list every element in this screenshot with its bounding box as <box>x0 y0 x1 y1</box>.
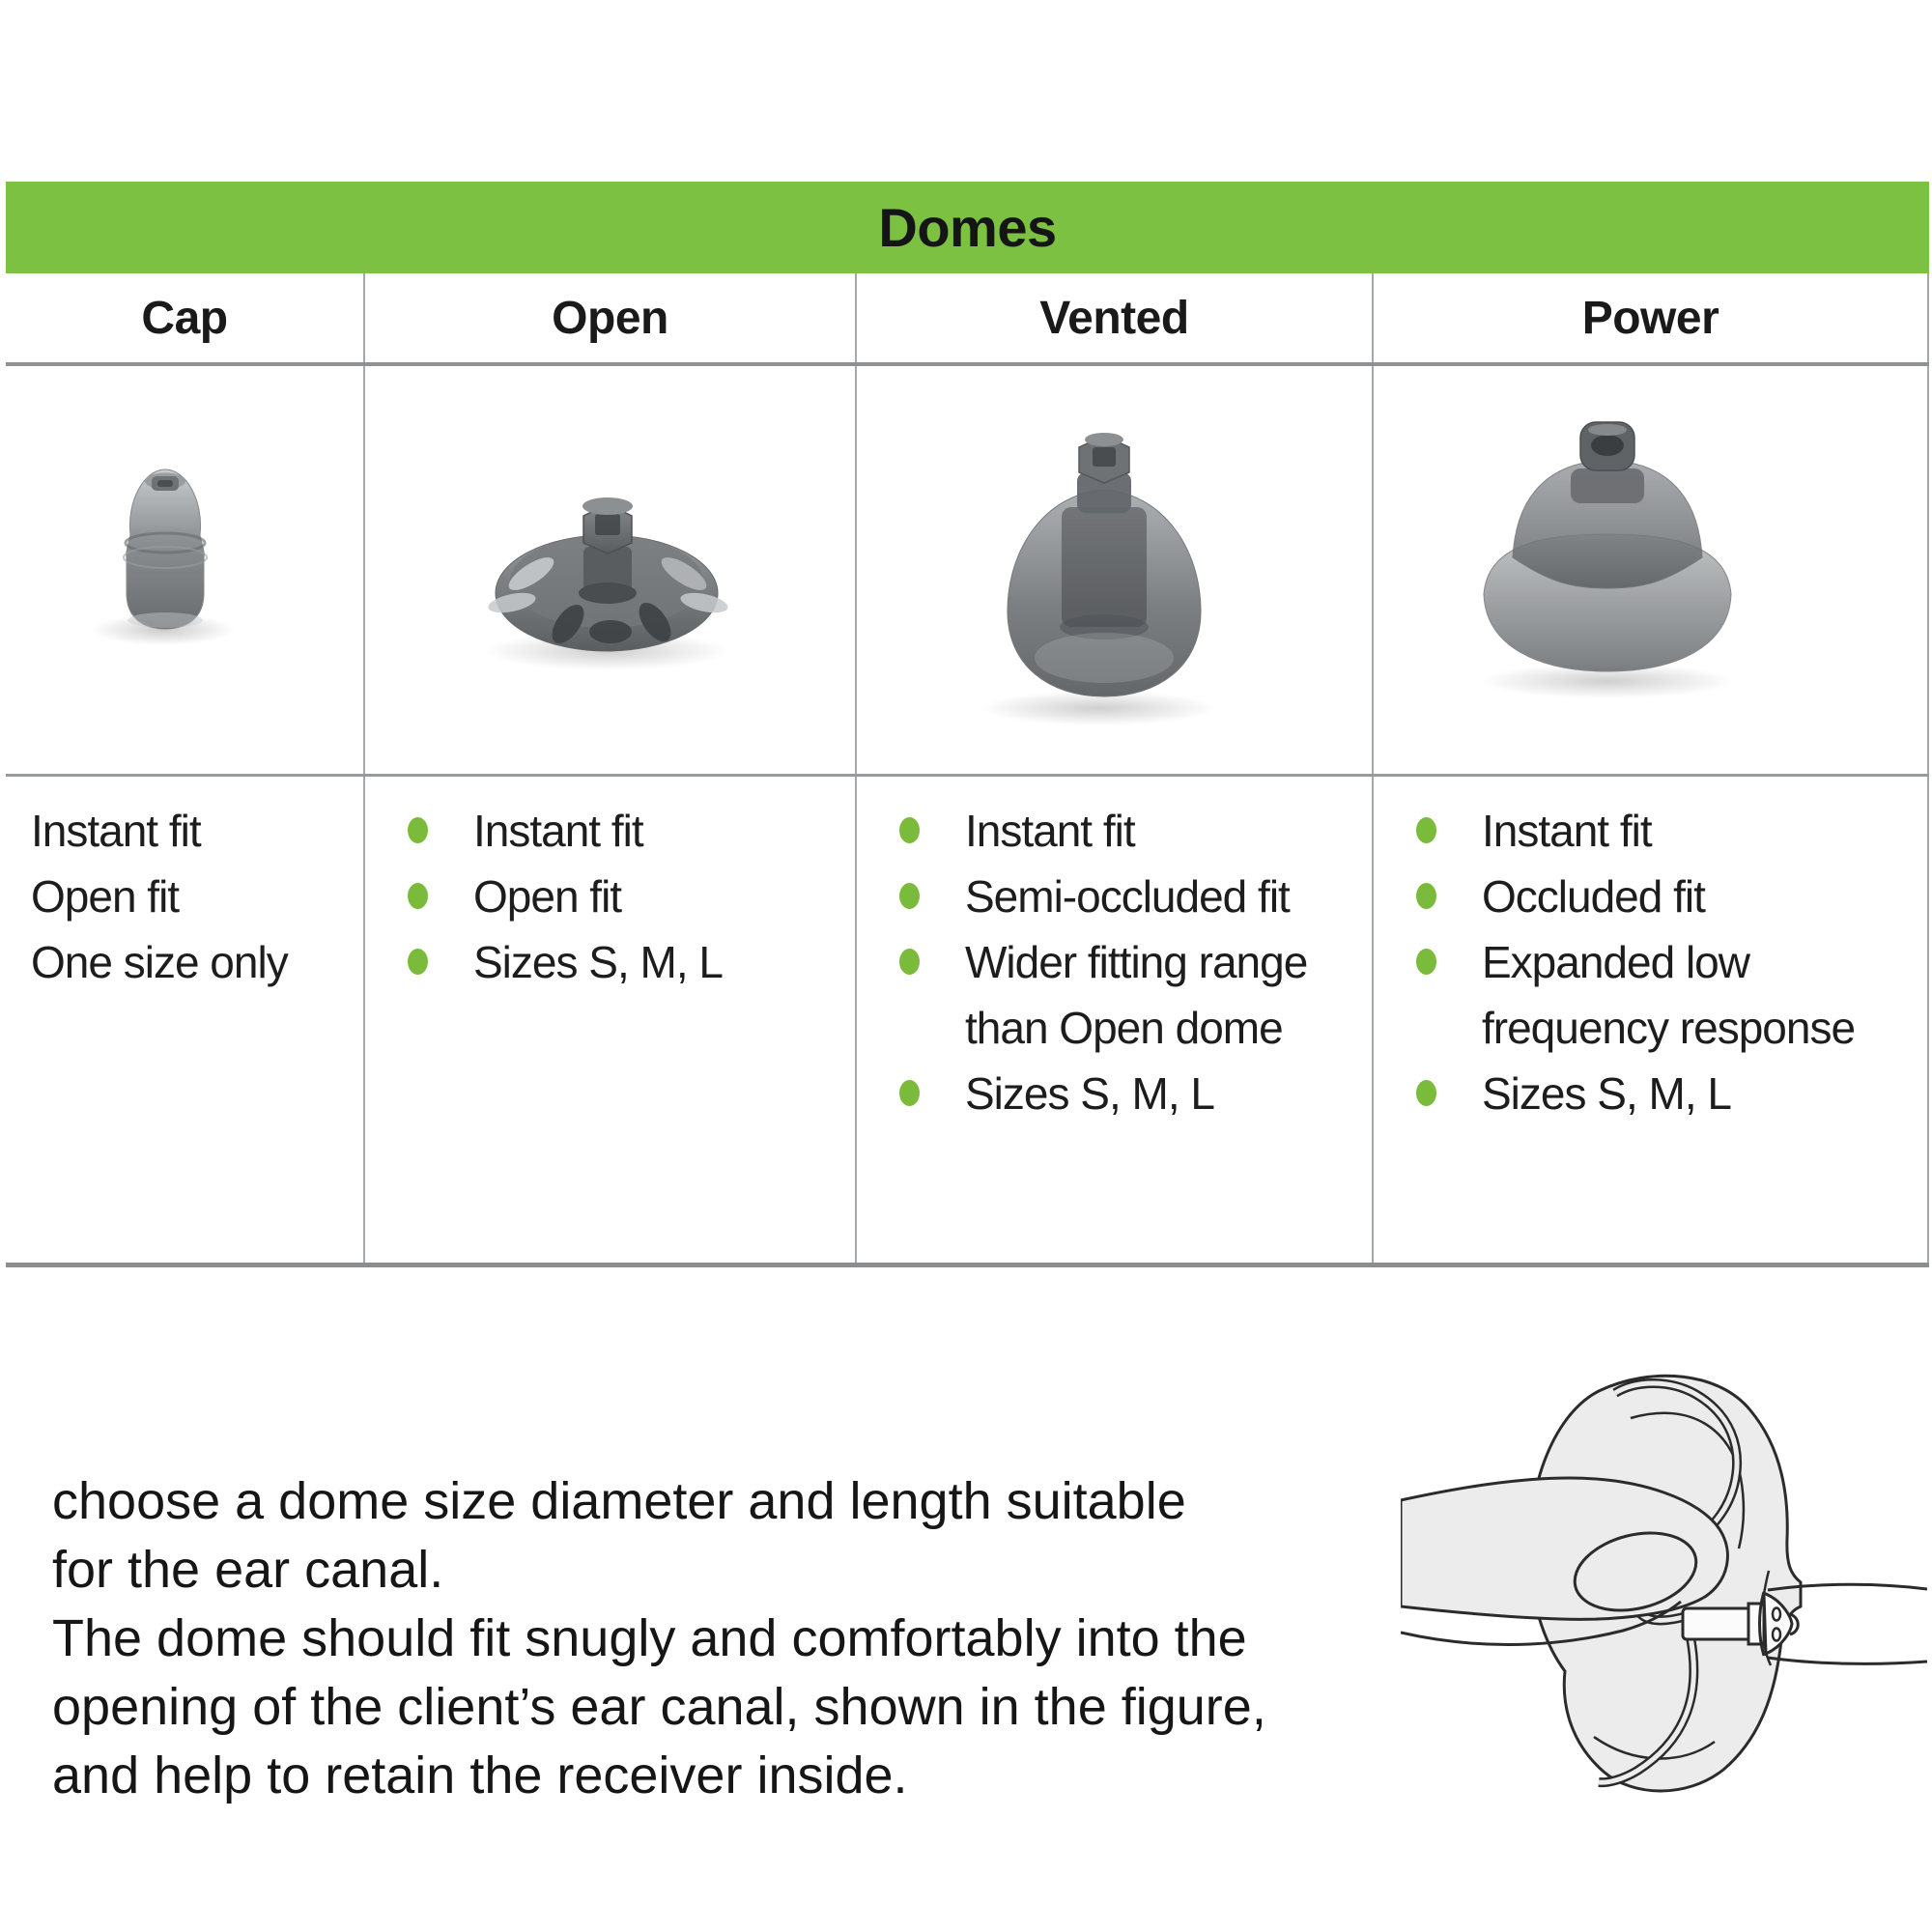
feature-text: Sizes S, M, L <box>473 937 723 987</box>
vented-image-cell <box>857 366 1374 774</box>
paragraph-line <box>52 1673 1266 1742</box>
paragraph-line <box>52 1742 1266 1810</box>
feature-item <box>1416 864 1865 929</box>
feature-text: Open fit <box>473 871 622 922</box>
column-header-power: Power <box>1374 273 1929 362</box>
column-header-cap: Cap <box>6 273 365 362</box>
feature-text: Sizes S, M, L <box>965 1068 1214 1119</box>
feature-text: for the ear canal. <box>52 1541 444 1599</box>
bullet-dot-icon <box>1416 883 1436 909</box>
open-features <box>365 777 857 1263</box>
feature-text: choose a dome size diameter and length suitable <box>52 1472 1186 1530</box>
table-title-bar <box>6 182 1929 273</box>
column-header-open: Open <box>365 273 857 362</box>
feature-text: Instant fit <box>965 806 1135 856</box>
feature-text: Open fit <box>31 871 180 922</box>
feature-item <box>1416 798 1865 864</box>
feature-text: Wider fitting range than Open dome <box>965 937 1308 1053</box>
feature-text: One size only <box>31 937 288 987</box>
feature-item <box>408 929 855 995</box>
feature-text: Semi-occluded fit <box>965 871 1290 922</box>
feature-item <box>899 1061 1360 1126</box>
power-dome-image <box>1463 393 1752 702</box>
open-image-cell <box>365 366 857 774</box>
bullet-dot-icon <box>899 883 920 909</box>
bullet-dot-icon <box>1416 817 1436 843</box>
bullet-dot-icon <box>408 949 428 975</box>
feature-text: Sizes S, M, L <box>1482 1068 1731 1119</box>
column-header-vented: Vented <box>857 273 1374 362</box>
bullet-dot-icon <box>899 817 920 843</box>
ear-insertion-figure <box>1401 1321 1927 1862</box>
paragraph-line <box>52 1605 1266 1673</box>
fitting-instructions-paragraph <box>52 1467 1266 1810</box>
bullet-dot-icon <box>1416 949 1436 975</box>
bullet-dot-icon <box>408 817 428 843</box>
feature-item <box>408 864 855 929</box>
open-dome-image <box>469 458 750 680</box>
feature-item <box>31 864 363 929</box>
feature-text: Expanded low frequency response <box>1482 937 1856 1053</box>
product-image-row <box>6 366 1929 777</box>
feature-item <box>1416 929 1865 1061</box>
feature-item <box>1416 1061 1865 1126</box>
vented-dome-image <box>973 422 1238 731</box>
paragraph-line <box>52 1467 1266 1536</box>
paragraph-line <box>52 1536 1266 1605</box>
bullet-dot-icon <box>899 1080 920 1106</box>
cap-features <box>6 777 365 1263</box>
feature-item <box>899 798 1360 864</box>
bullet-dot-icon <box>408 883 428 909</box>
column-header-row <box>6 273 1929 366</box>
table-title: Domes <box>878 197 1057 258</box>
ear-canal-lower-wall <box>1768 1658 1927 1663</box>
feature-text: Instant fit <box>473 806 643 856</box>
feature-item <box>31 798 363 864</box>
feature-item <box>899 929 1360 1061</box>
feature-text: and help to retain the receiver inside. <box>52 1747 908 1804</box>
cap-dome-image <box>88 458 242 651</box>
bullet-dot-icon <box>899 949 920 975</box>
feature-item <box>408 798 855 864</box>
cap-image-cell <box>6 366 365 774</box>
feature-item <box>31 929 363 995</box>
features-row <box>6 777 1929 1267</box>
feature-text: The dome should fit snugly and comfortably into the <box>52 1609 1247 1667</box>
feature-text: Instant fit <box>31 806 201 856</box>
power-image-cell <box>1374 366 1929 774</box>
domes-table <box>6 182 1929 1267</box>
feature-text: Instant fit <box>1482 806 1652 856</box>
bullet-dot-icon <box>1416 1080 1436 1106</box>
power-features <box>1374 777 1929 1263</box>
feature-item <box>899 864 1360 929</box>
feature-text: opening of the client’s ear canal, shown in the figure, <box>52 1678 1266 1736</box>
feature-text: Occluded fit <box>1482 871 1705 922</box>
vented-features <box>857 777 1374 1263</box>
